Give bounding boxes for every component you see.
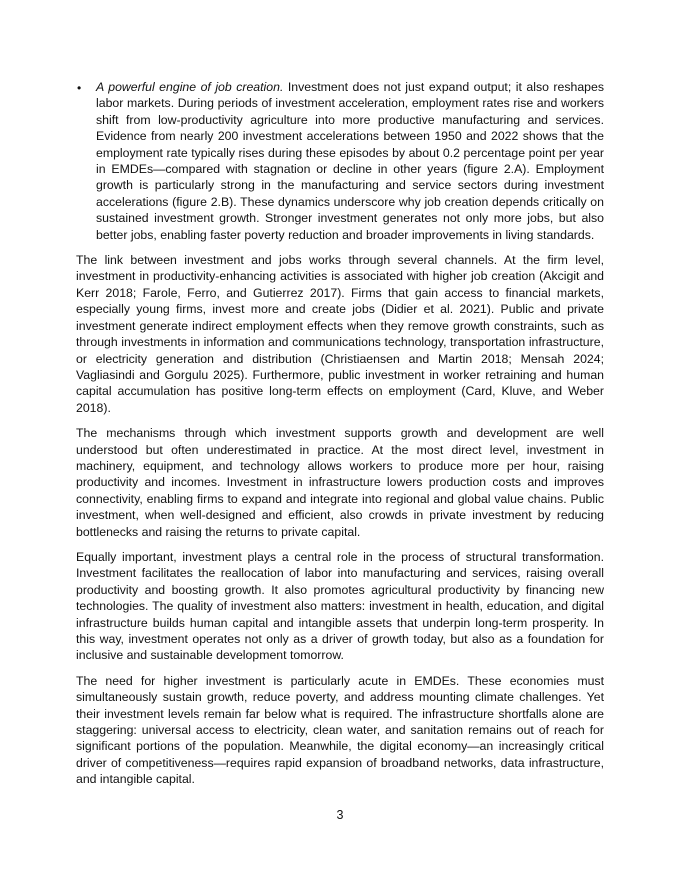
- paragraph: The mechanisms through which investment supports growth and development are well understood but often underestimated in practice. At the most direct level, investment in machinery, equipment, and technology allows workers to produce more per hour, raising productivity and incomes. Investment in infrastructure lowers production costs and improves connectivity, enabling firms to expand and integrate into regional and global value chains. Public investment, when well-designed and efficient, also crowds in private investment by reducing bottlenecks and raising the returns to private capital.: [76, 426, 604, 539]
- bullet-text: [96, 79, 604, 243]
- bullet-body: Investment does not just expand output; it also reshapes labor markets. During periods of investment acceleration, employment rates rise and workers shift from low-productivity agriculture into more productive manufacturing and services. Evidence from nearly 200 investment accelerations between 1950 and 2022 shows that the employment rate typically rises during these episodes by about 0.2 percentage point per year in EMDEs—compared with stagnation or decline in other years (figure 2.A). Employment growth is particularly strong in the manufacturing and service sectors during investment accelerations (figure 2.B). These dynamics underscore why job creation depends critically on sustained investment growth. Stronger investment generates not only more jobs, but also better jobs, enabling faster poverty reduction and broader improvements in living standards.: [96, 80, 604, 242]
- paragraph: The link between investment and jobs works through several channels. At the firm level, investment in productivity-enhancing activities is associated with higher job creation (Akcigit and Kerr 2018; Farole, Ferro, and Gutierrez 2017). Firms that gain access to financial markets, especially young firms, invest more and create jobs (Didier et al. 2021). Public and private investment generate indirect employment effects when they remove growth constraints, such as through investments in information and communications technology, transportation infrastructure, or electricity generation and distribution (Christiaensen and Martin 2018; Mensah 2024; Vagliasindi and Gorgulu 2025). Furthermore, public investment in worker retraining and human capital accumulation has positive long-term effects on employment (Card, Kluve, and Weber 2018).: [76, 253, 604, 415]
- paragraph: Equally important, investment plays a central role in the process of structural transformation. Investment facilitates the reallocation of labor into manufacturing and services, raising overall productivity and boosting growth. It also promotes agricultural productivity by financing new technologies. The quality of investment also matters: investment in health, education, and digital infrastructure builds human capital and intangible assets that underpin long-term prosperity. In this way, investment operates not only as a driver of growth today, but also as a foundation for inclusive and sustainable development tomorrow.: [76, 549, 604, 663]
- bullet-lead: A powerful engine of job creation.: [96, 80, 284, 94]
- paragraph: The need for higher investment is particularly acute in EMDEs. These economies must simultaneously sustain growth, reduce poverty, and address mounting climate challenges. Yet their investment levels remain far below what is required. The infrastructure shortfalls alone are staggering: universal access to electricity, clean water, and sanitation remains out of reach for significant portions of the population. Meanwhile, the digital economy—an increasingly critical driver of competitiveness—requires rapid expansion of broadband networks, data infrastructure, and intangible capital.: [76, 673, 604, 787]
- bullet-marker: •: [77, 81, 82, 95]
- body-content: [76, 79, 604, 797]
- bullet-item: [76, 79, 604, 243]
- page-number: 3: [336, 808, 344, 822]
